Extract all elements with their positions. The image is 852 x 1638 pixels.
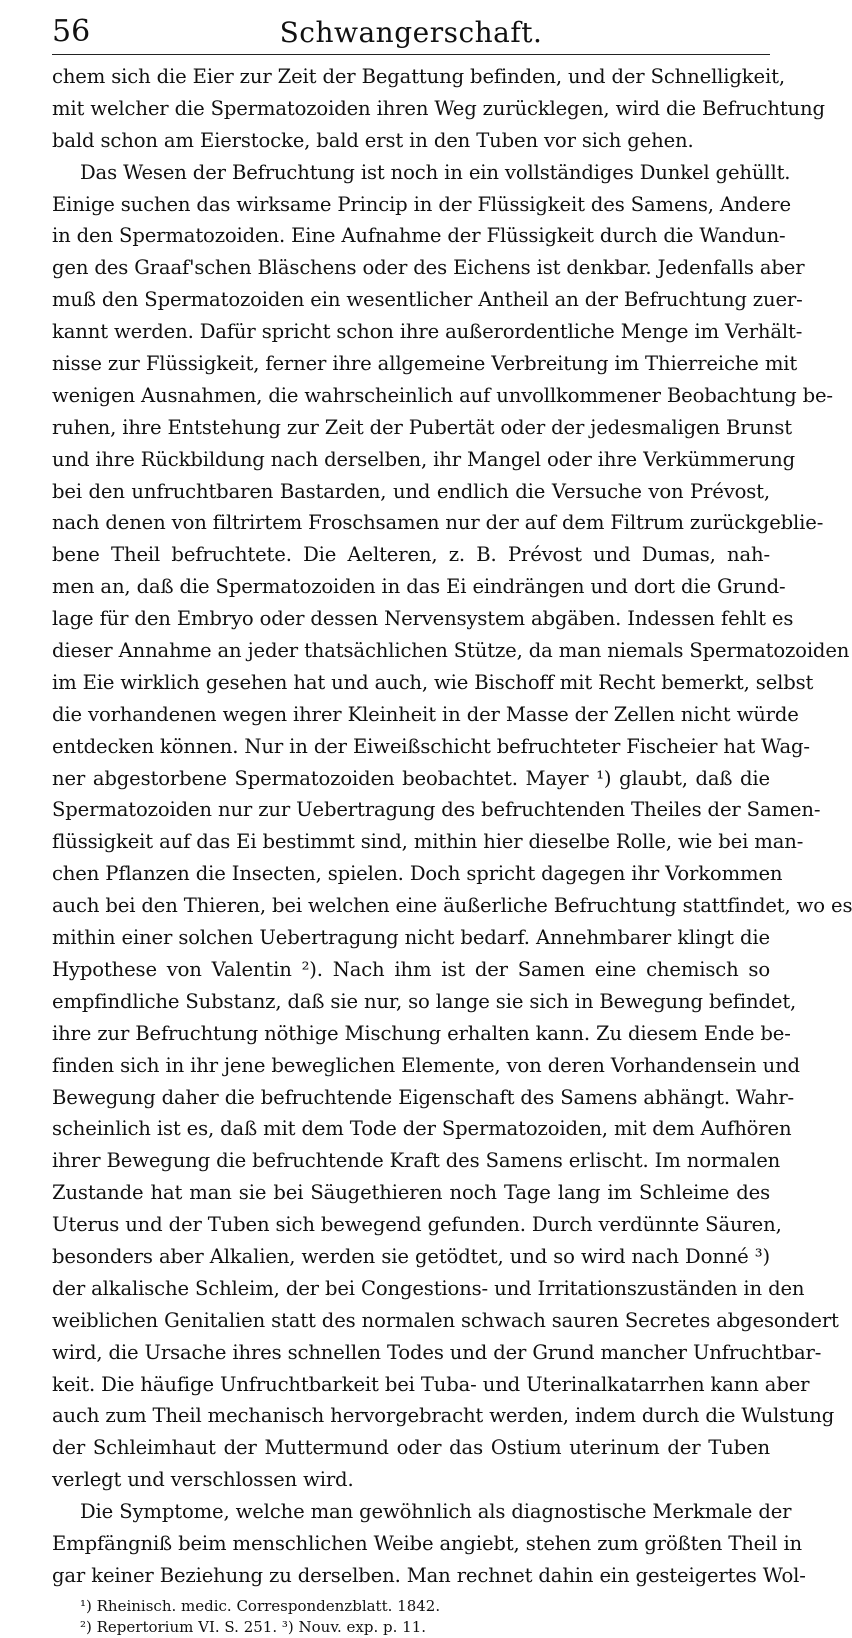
text-line: flüssigkeit auf das Ei bestimmt sind, mithin hier dieselbe Rolle, wie bei man- <box>52 830 804 854</box>
text-line: scheinlich ist es, daß mit dem Tode der Spermatozoiden, mit dem Aufhören <box>52 1117 792 1141</box>
text-line: bei den unfruchtbaren Bastarden, und endlich die Versuche von Prévost, <box>52 479 770 503</box>
text-line: gen des Graaf'schen Bläschens oder des Eichens ist denkbar. Jedenfalls aber <box>52 256 805 280</box>
text-line: ihrer Bewegung die befruchtende Kraft des Samens erlischt. Im normalen <box>52 1149 781 1173</box>
text-line: wenigen Ausnahmen, die wahrscheinlich auf unvollkommener Beobachtung be- <box>52 383 833 407</box>
text-line: weiblichen Genitalien statt des normalen schwach sauren Secretes abgesondert <box>52 1308 839 1332</box>
footnote: ¹) Rheinisch. medic. Correspondenzblatt. 1842. <box>80 1596 441 1615</box>
page-number: 56 <box>52 14 91 49</box>
text-line: mit welcher die Spermatozoiden ihren Weg zurücklegen, wird die Befruchtung <box>52 96 825 120</box>
text-line: wird, die Ursache ihres schnellen Todes und der Grund mancher Unfruchtbar- <box>52 1340 822 1364</box>
text-line: und ihre Rückbildung nach derselben, ihr Mangel oder ihre Verkümmerung <box>52 447 795 471</box>
text-line: lage für den Embryo oder dessen Nervensystem abgäben. Indessen fehlt es <box>52 607 794 631</box>
text-line: chem sich die Eier zur Zeit der Begattung befinden, und der Schnelligkeit, <box>52 65 785 88</box>
text-line: die vorhandenen wegen ihrer Kleinheit in der Masse der Zellen nicht würde <box>52 702 799 726</box>
text-line: bene Theil befruchtete. Die Aelteren, z. B. Prévost und Dumas, nah- <box>52 543 770 567</box>
text-line: dieser Annahme an jeder thatsächlichen Stütze, da man niemals Spermatozoiden <box>52 639 850 663</box>
text-line: chen Pflanzen die Insecten, spielen. Doch spricht dagegen ihr Vorkommen <box>52 862 783 886</box>
text-line: empfindliche Substanz, daß sie nur, so lange sie sich in Bewegung befindet, <box>52 989 797 1013</box>
text-line: Das Wesen der Befruchtung ist noch in ein vollständiges Dunkel gehüllt. <box>80 160 791 184</box>
text-line: im Eie wirklich gesehen hat und auch, wie Bischoff mit Recht bemerkt, selbst <box>52 670 814 694</box>
text-line: auch zum Theil mechanisch hervorgebracht werden, indem durch die Wulstung <box>52 1404 835 1428</box>
text-line: Bewegung daher die befruchtende Eigenschaft des Samens abhängt. Wahr- <box>52 1085 795 1109</box>
text-line: muß den Spermatozoiden ein wesentlicher Antheil an der Befruchtung zuer- <box>52 288 803 312</box>
text-line: ruhen, ihre Entstehung zur Zeit der Pubertät oder der jedesmaligen Brunst <box>52 415 793 439</box>
text-line: Zustande hat man sie bei Säugethieren noch Tage lang im Schleime des <box>52 1181 770 1205</box>
text-line: auch bei den Thieren, bei welchen eine äußerliche Befruchtung stattfindet, wo es <box>52 894 852 918</box>
text-line: Uterus und der Tuben sich bewegend gefunden. Durch verdünnte Säuren, <box>52 1213 782 1237</box>
text-line: bald schon am Eierstocke, bald erst in den Tuben vor sich gehen. <box>52 128 694 152</box>
text-line: Die Symptome, welche man gewöhnlich als diagnostische Merkmale der <box>80 1500 792 1524</box>
text-line: in den Spermatozoiden. Eine Aufnahme der Flüssigkeit durch die Wandun- <box>52 224 786 248</box>
body-text <box>52 61 852 1592</box>
text-line: ihre zur Befruchtung nöthige Mischung erhalten kann. Zu diesem Ende be- <box>52 1021 791 1045</box>
text-line: Einige suchen das wirksame Princip in der Flüssigkeit des Samens, Andere <box>52 192 791 216</box>
text-line: kannt werden. Dafür spricht schon ihre außerordentliche Menge im Verhält- <box>52 320 803 344</box>
text-line: ner abgestorbene Spermatozoiden beobachtet. Mayer ¹) glaubt, daß die <box>52 766 770 790</box>
text-line: Hypothese von Valentin ²). Nach ihm ist der Samen eine chemisch so <box>52 957 770 981</box>
text-line: Spermatozoiden nur zur Uebertragung des befruchtenden Theiles der Samen- <box>52 798 821 822</box>
text-line: entdecken können. Nur in der Eiweißschicht befruchteter Fischeier hat Wag- <box>52 734 810 758</box>
text-line: Empfängniß beim menschlichen Weibe angiebt, stehen zum größten Theil in <box>52 1531 803 1555</box>
text-line: der alkalische Schleim, der bei Congestions- und Irritationszuständen in den <box>52 1276 805 1300</box>
text-line: besonders aber Alkalien, werden sie getödtet, und so wird nach Donné ³) <box>52 1244 770 1268</box>
text-line: nisse zur Flüssigkeit, ferner ihre allgemeine Verbreitung im Thierreiche mit <box>52 352 798 376</box>
text-line: mithin einer solchen Uebertragung nicht bedarf. Annehmbarer klingt die <box>52 926 770 950</box>
text-line: der Schleimhaut der Muttermund oder das Ostium uterinum der Tuben <box>52 1436 770 1460</box>
running-title: Schwangerschaft. <box>279 16 543 49</box>
footnote: ²) Repertorium VI. S. 251. ³) Nouv. exp. p. 11. <box>80 1617 427 1636</box>
text-line: nach denen von filtrirtem Froschsamen nur der auf dem Filtrum zurückgeblie- <box>52 511 824 535</box>
text-line: men an, daß die Spermatozoiden in das Ei eindrängen und dort die Grund- <box>52 575 786 599</box>
book-page <box>52 14 852 1638</box>
footnotes <box>52 1596 770 1638</box>
text-line: keit. Die häufige Unfruchtbarkeit bei Tuba- und Uterinalkatarrhen kann aber <box>52 1372 810 1396</box>
text-line: finden sich in ihr jene beweglichen Elemente, von deren Vorhandensein und <box>52 1053 800 1077</box>
text-line: gar keiner Beziehung zu derselben. Man rechnet dahin ein gesteigertes Wol- <box>52 1563 806 1587</box>
text-line: verlegt und verschlossen wird. <box>52 1468 354 1492</box>
page-header <box>52 14 770 55</box>
